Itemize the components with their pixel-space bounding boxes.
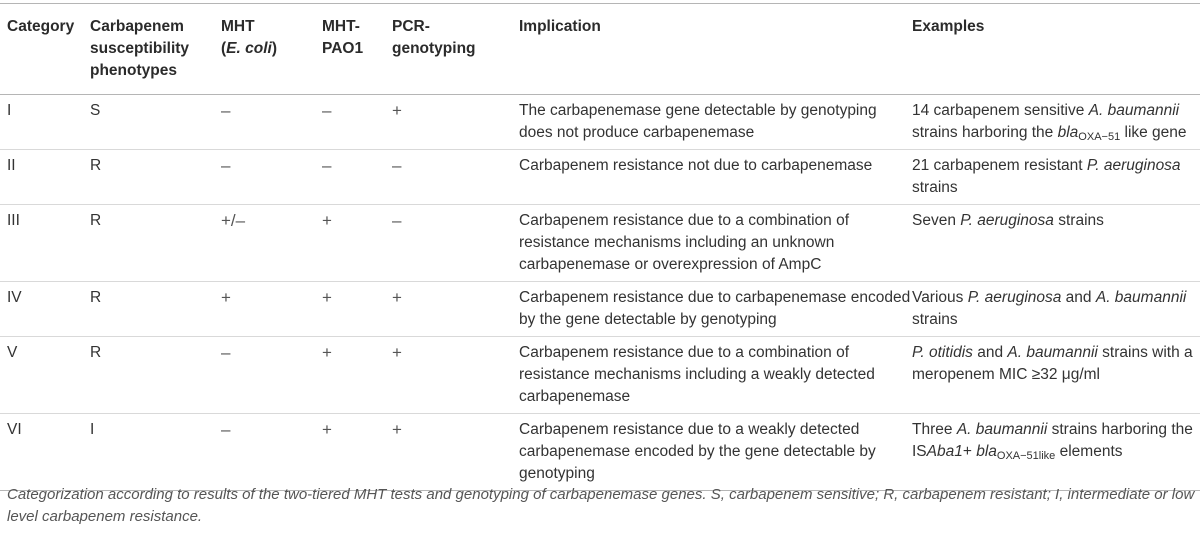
cell-pcr: + bbox=[392, 420, 402, 439]
cell-pcr: + bbox=[392, 288, 402, 307]
cell-mht-ecoli: + bbox=[221, 288, 231, 307]
cell-category: V bbox=[7, 344, 18, 361]
table-row bbox=[0, 414, 1200, 491]
table-row bbox=[0, 282, 1200, 337]
header-phenotype: Carbapenem susceptibility phenotypes bbox=[90, 18, 190, 79]
cell-mht-pao1: – bbox=[322, 101, 332, 120]
cell-examples: 14 carbapenem sensitive A. baumannii strains harboring the bla$_{OXA-51}$ like gene bbox=[912, 102, 1187, 143]
cell-implication: Carbapenem resistance due to a combination of resistance mechanisms including an unknown carbapenemase or overexpression of AmpC bbox=[519, 212, 850, 273]
cell-phenotype: S bbox=[90, 102, 101, 119]
header-row bbox=[0, 4, 1200, 95]
cell-implication: Carbapenem resistance due to carbapenemase encoded by the gene detectable by genotyping bbox=[519, 289, 911, 328]
cell-phenotype: I bbox=[90, 421, 95, 438]
cell-mht-ecoli: +/– bbox=[221, 211, 246, 230]
header-category: Category bbox=[7, 18, 75, 35]
header-mht-pao1: MHT- PAO1 bbox=[322, 18, 364, 57]
table-footnote: Categorization according to results of the two-tiered MHT tests and genotyping of carbapenemase genes. S, carbapenem sensitive; R, carbapenem resistant; I, intermediate or low level carbapenem resistance. bbox=[7, 486, 1195, 525]
cell-examples: 21 carbapenem resistant P. aeruginosa strains bbox=[912, 157, 1181, 196]
cell-pcr: – bbox=[392, 156, 402, 175]
cell-mht-pao1: + bbox=[322, 288, 332, 307]
cell-category: III bbox=[7, 212, 20, 229]
header-implication: Implication bbox=[519, 18, 601, 35]
cell-examples: Various P. aeruginosa and A. baumannii strains bbox=[912, 289, 1187, 328]
cell-examples: Three A. baumannii strains harboring the ISAba1+ bla$_{OXA-51like}$ elements bbox=[912, 421, 1193, 462]
cell-pcr: + bbox=[392, 101, 402, 120]
cell-phenotype: R bbox=[90, 344, 102, 361]
cell-mht-pao1: + bbox=[322, 211, 332, 230]
cell-mht-ecoli: – bbox=[221, 101, 231, 120]
cell-examples: Seven P. aeruginosa strains bbox=[912, 212, 1104, 229]
cell-category: I bbox=[7, 102, 12, 119]
cell-category: IV bbox=[7, 289, 22, 306]
cell-pcr: + bbox=[392, 343, 402, 362]
table-row bbox=[0, 150, 1200, 205]
cell-implication: Carbapenem resistance due to a combination of resistance mechanisms including a weakly detected carbapenemase bbox=[519, 344, 875, 405]
cell-phenotype: R bbox=[90, 212, 102, 229]
cell-mht-ecoli: – bbox=[221, 343, 231, 362]
cell-implication: Carbapenem resistance not due to carbapenemase bbox=[519, 157, 873, 174]
header-examples: Examples bbox=[912, 18, 985, 35]
header-mht-ecoli-sub: (E. coli) bbox=[221, 40, 277, 57]
cell-mht-ecoli: – bbox=[221, 156, 231, 175]
cell-category: II bbox=[7, 157, 16, 174]
cell-pcr: – bbox=[392, 211, 402, 230]
table-row bbox=[0, 95, 1200, 150]
cell-mht-pao1: + bbox=[322, 343, 332, 362]
results-table bbox=[0, 3, 1200, 491]
cell-phenotype: R bbox=[90, 157, 102, 174]
cell-implication: Carbapenem resistance due to a weakly detected carbapenemase encoded by the gene detectable by genotyping bbox=[519, 421, 876, 482]
table-row bbox=[0, 205, 1200, 282]
cell-phenotype: R bbox=[90, 289, 102, 306]
header-mht-ecoli: MHT (E. coli) bbox=[221, 18, 277, 57]
cell-mht-ecoli: – bbox=[221, 420, 231, 439]
table-row bbox=[0, 337, 1200, 414]
cell-category: VI bbox=[7, 421, 22, 438]
cell-implication: The carbapenemase gene detectable by genotyping does not produce carbapenemase bbox=[519, 102, 877, 141]
cell-mht-pao1: + bbox=[322, 420, 332, 439]
cell-mht-pao1: – bbox=[322, 156, 332, 175]
cell-examples: P. otitidis and A. baumannii strains with a meropenem MIC ≥32 μg/ml bbox=[912, 344, 1193, 383]
header-pcr: PCR- genotyping bbox=[392, 18, 476, 57]
